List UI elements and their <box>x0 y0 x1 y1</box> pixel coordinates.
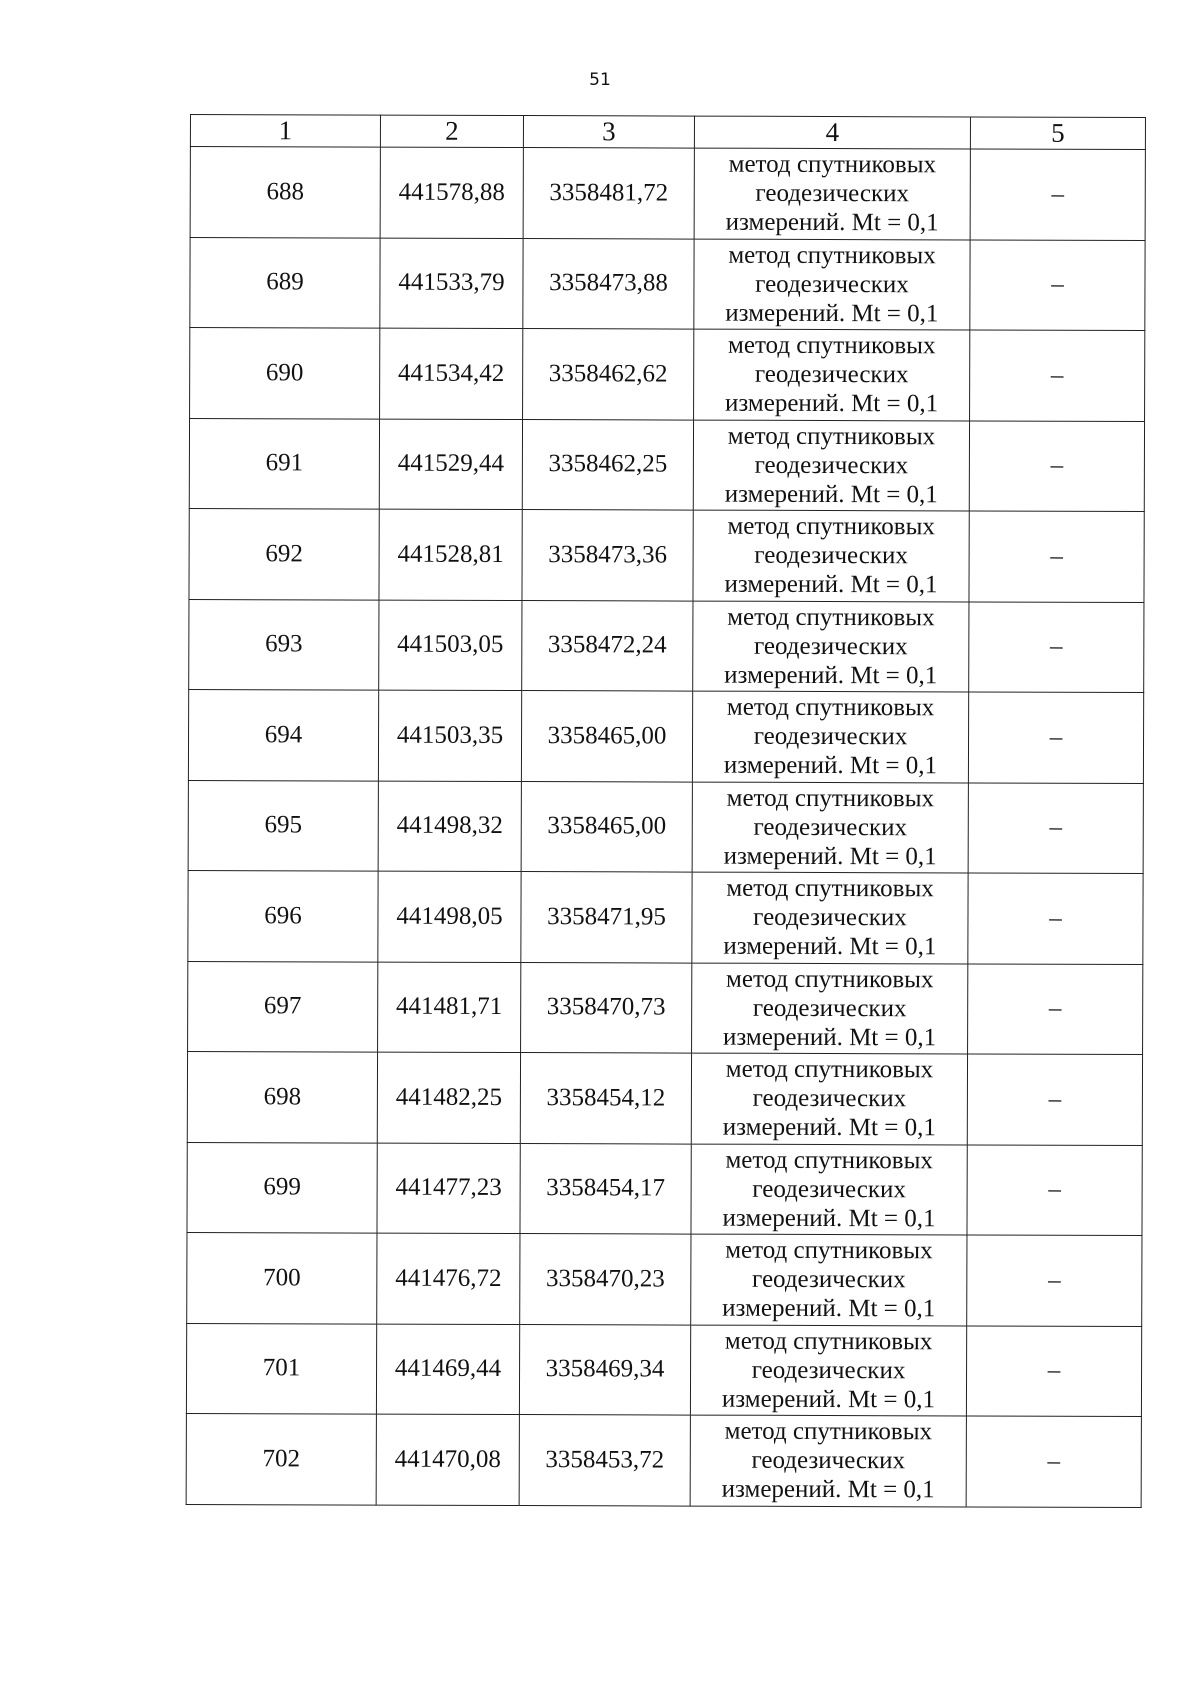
y-coordinate-cell: 3358470,73 <box>521 962 692 1053</box>
note-cell: – <box>966 1416 1141 1507</box>
note-cell: – <box>967 1144 1142 1235</box>
method-line: геодезических <box>754 361 909 389</box>
table-row <box>186 1413 1141 1506</box>
method-line: метод спутниковых <box>728 331 936 360</box>
x-coordinate-cell: 441528,81 <box>379 509 522 600</box>
method-line: измерений. Mt = 0,1 <box>724 661 938 690</box>
method-cell <box>693 601 969 692</box>
method-line: метод спутниковых <box>726 784 935 813</box>
y-coordinate-cell: 3358454,17 <box>520 1143 691 1234</box>
method-line: измерений. Mt = 0,1 <box>721 1385 936 1414</box>
method-line: геодезических <box>752 1085 907 1113</box>
note-cell: – <box>967 1235 1142 1326</box>
point-number-cell: 691 <box>189 418 379 509</box>
method-line: геодезических <box>753 904 907 932</box>
point-number-cell: 699 <box>187 1142 377 1233</box>
header-cell-3: 3 <box>523 116 694 149</box>
table-row <box>187 1142 1142 1235</box>
x-coordinate-cell: 441498,05 <box>378 871 521 962</box>
table-row <box>188 780 1143 873</box>
method-line: геодезических <box>752 1266 906 1294</box>
method-line: измерений. Mt = 0,1 <box>724 570 938 599</box>
method-line: измерений. Mt = 0,1 <box>725 389 939 418</box>
method-line: геодезических <box>755 270 909 299</box>
header-cell-5: 5 <box>970 117 1145 150</box>
method-cell <box>692 872 968 963</box>
method-line: измерений. Mt = 0,1 <box>722 1204 936 1233</box>
table-row <box>186 1323 1141 1416</box>
note-cell: – <box>970 149 1145 240</box>
note-cell: – <box>969 511 1144 602</box>
y-coordinate-cell: 3358470,23 <box>520 1234 691 1325</box>
page-number: 51 <box>589 70 611 90</box>
y-coordinate-cell: 3358472,24 <box>522 600 693 691</box>
y-coordinate-cell: 3358469,34 <box>519 1324 690 1415</box>
point-number-cell: 693 <box>189 599 379 690</box>
note-cell: – <box>966 1325 1141 1416</box>
method-line: измерений. Mt = 0,1 <box>722 1294 936 1323</box>
point-number-cell: 702 <box>186 1413 376 1504</box>
method-line: метод спутниковых <box>728 241 936 270</box>
method-line: измерений. Mt = 0,1 <box>725 208 939 237</box>
method-cell <box>694 329 970 420</box>
table-row <box>190 328 1145 421</box>
note-cell: – <box>970 330 1145 421</box>
table-row <box>190 147 1145 240</box>
method-cell <box>693 510 969 601</box>
point-number-cell: 700 <box>187 1232 377 1323</box>
x-coordinate-cell: 441529,44 <box>379 419 522 510</box>
method-cell <box>691 1234 967 1325</box>
x-coordinate-cell: 441578,88 <box>380 147 523 238</box>
method-line: метод спутниковых <box>726 874 934 903</box>
header-row <box>190 115 1145 150</box>
y-coordinate-cell: 3358453,72 <box>519 1415 690 1506</box>
method-cell <box>690 1415 966 1506</box>
method-line: измерений. Mt = 0,1 <box>723 842 937 871</box>
method-line: измерений. Mt = 0,1 <box>723 1023 937 1052</box>
point-number-cell: 697 <box>188 961 378 1052</box>
point-number-cell: 701 <box>186 1323 376 1414</box>
point-number-cell: 690 <box>190 328 380 419</box>
x-coordinate-cell: 441533,79 <box>380 238 523 329</box>
y-coordinate-cell: 3358473,36 <box>522 510 693 601</box>
method-cell <box>690 1325 966 1416</box>
method-cell <box>691 1053 967 1144</box>
y-coordinate-cell: 3358473,88 <box>523 238 694 329</box>
method-line: геодезических <box>751 1356 906 1385</box>
method-line: метод спутниковых <box>725 1055 934 1084</box>
x-coordinate-cell: 441498,32 <box>378 781 521 872</box>
table-row <box>188 870 1143 963</box>
header-cell-2: 2 <box>380 115 523 147</box>
method-cell <box>691 1144 967 1235</box>
note-cell: – <box>968 963 1143 1054</box>
table-row <box>190 237 1145 330</box>
note-cell: – <box>967 1054 1142 1145</box>
point-number-cell: 696 <box>188 870 378 961</box>
method-line: измерений. Mt = 0,1 <box>724 480 938 509</box>
y-coordinate-cell: 3358465,00 <box>521 781 692 872</box>
y-coordinate-cell: 3358462,62 <box>523 329 694 420</box>
method-line: геодезических <box>754 542 908 570</box>
table-row <box>187 1051 1142 1144</box>
x-coordinate-cell: 441482,25 <box>377 1052 520 1143</box>
method-line: метод спутниковых <box>727 422 936 451</box>
x-coordinate-cell: 441469,44 <box>376 1324 519 1415</box>
point-number-cell: 698 <box>187 1051 377 1142</box>
method-line: метод спутниковых <box>727 512 935 541</box>
x-coordinate-cell: 441534,42 <box>380 328 523 419</box>
x-coordinate-cell: 441503,35 <box>378 690 521 781</box>
method-line: геодезических <box>753 632 908 661</box>
method-line: метод спутниковых <box>726 693 935 722</box>
table-row <box>188 961 1143 1054</box>
method-line: геодезических <box>753 813 908 842</box>
x-coordinate-cell: 441481,71 <box>378 962 521 1053</box>
method-line: метод спутниковых <box>724 1417 933 1446</box>
x-coordinate-cell: 441470,08 <box>376 1414 519 1505</box>
point-number-cell: 695 <box>188 780 378 871</box>
coordinates-table <box>186 114 1146 1507</box>
x-coordinate-cell: 441477,23 <box>377 1143 520 1234</box>
header-cell-4: 4 <box>694 116 970 149</box>
method-line: измерений. Mt = 0,1 <box>723 751 938 780</box>
point-number-cell: 688 <box>190 147 380 238</box>
table-row <box>187 1232 1142 1325</box>
table-row <box>189 508 1144 601</box>
table-row <box>189 599 1144 692</box>
method-line: метод спутниковых <box>724 1327 933 1356</box>
method-line: измерений. Mt = 0,1 <box>723 932 937 961</box>
point-number-cell: 692 <box>189 508 379 599</box>
method-cell <box>694 148 970 239</box>
method-cell <box>694 239 970 330</box>
table-row <box>189 418 1144 511</box>
method-line: метод спутниковых <box>726 965 934 994</box>
method-cell <box>692 691 968 782</box>
method-line: метод спутниковых <box>725 1236 933 1265</box>
point-number-cell: 689 <box>190 237 380 328</box>
note-cell: – <box>968 873 1143 964</box>
note-cell: – <box>969 601 1144 692</box>
y-coordinate-cell: 3358471,95 <box>521 872 692 963</box>
y-coordinate-cell: 3358481,72 <box>523 148 694 239</box>
method-cell <box>692 963 968 1054</box>
method-cell <box>692 782 968 873</box>
y-coordinate-cell: 3358462,25 <box>522 419 693 510</box>
method-line: геодезических <box>752 994 907 1023</box>
method-line: геодезических <box>752 1175 906 1204</box>
x-coordinate-cell: 441503,05 <box>379 600 522 691</box>
x-coordinate-cell: 441476,72 <box>377 1233 520 1324</box>
y-coordinate-cell: 3358454,12 <box>520 1053 691 1144</box>
method-line: геодезических <box>754 451 909 480</box>
note-cell: – <box>970 239 1145 330</box>
method-line: метод спутниковых <box>727 603 935 632</box>
table-row <box>188 689 1143 782</box>
method-line: геодезических <box>755 180 910 208</box>
method-cell <box>693 420 969 511</box>
method-line: геодезических <box>753 723 908 751</box>
point-number-cell: 694 <box>188 689 378 780</box>
method-line: метод спутниковых <box>728 150 937 179</box>
method-line: метод спутниковых <box>725 1146 933 1175</box>
y-coordinate-cell: 3358465,00 <box>521 691 692 782</box>
method-line: измерений. Mt = 0,1 <box>725 299 939 328</box>
note-cell: – <box>969 420 1144 511</box>
method-line: измерений. Mt = 0,1 <box>721 1475 935 1504</box>
note-cell: – <box>968 692 1143 783</box>
note-cell: – <box>968 782 1143 873</box>
header-cell-1: 1 <box>190 115 380 148</box>
method-line: геодезических <box>751 1447 906 1475</box>
table-body <box>186 147 1145 1507</box>
method-line: измерений. Mt = 0,1 <box>722 1113 936 1142</box>
